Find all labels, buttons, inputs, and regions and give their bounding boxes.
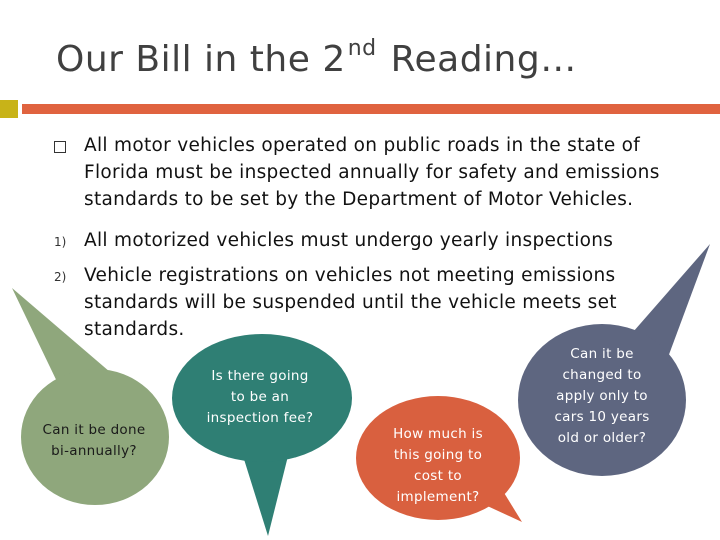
slate-bubble-text: Can it be changed to apply only to cars 10 years old or older? bbox=[554, 346, 650, 446]
green-bubble-text: Can it be done bi-annually? bbox=[42, 422, 146, 459]
title-superscript: nd bbox=[347, 36, 377, 61]
teal-speech-bubble bbox=[172, 334, 352, 536]
title-main: Our Bill in the 2 bbox=[56, 39, 346, 80]
bullet-text-3: Vehicle registrations on vehicles not meeting emissions standards will be suspended until the vehicle meets set standards. bbox=[84, 265, 617, 340]
bullet-text-1: All motor vehicles operated on public roads in the state of Florida must be inspected annually for safety and emissions standards to be set by the Department of Motor Vehicles. bbox=[84, 135, 660, 210]
teal-bubble-text: Is there going to be an inspection fee? bbox=[206, 368, 314, 426]
green-speech-bubble bbox=[12, 288, 169, 505]
title-end: Reading… bbox=[378, 39, 577, 80]
orange-bubble-text: How much is this going to cost to implement? bbox=[393, 426, 483, 505]
bullet-text-2: All motorized vehicles must undergo yearly inspections bbox=[84, 230, 614, 251]
bullet-number-2: 2) bbox=[54, 270, 67, 284]
bullet-number-1: 1) bbox=[54, 235, 67, 249]
